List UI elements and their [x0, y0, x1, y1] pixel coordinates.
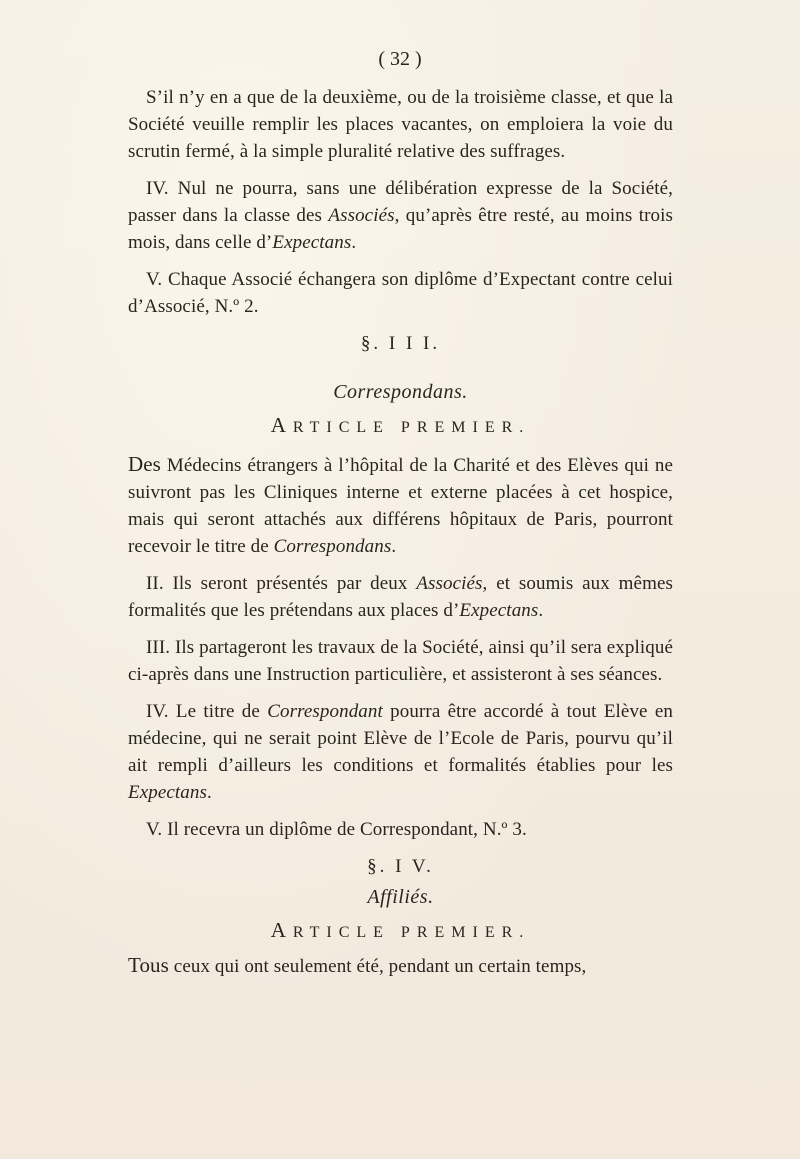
text-span: , et soumis aux mêmes formalités que les prétendans aux places d’	[128, 573, 673, 621]
paragraph-medecins-etrangers	[128, 451, 673, 560]
paragraph-article-ii-presentes	[128, 570, 673, 624]
italic-term: Expectans	[272, 232, 352, 253]
article-premier-heading	[128, 412, 673, 441]
paragraph-article-v-diplome: V. Chaque Associé échangera son diplôme d’Expectant contre celui d’Associé, N.º 2.	[128, 269, 673, 317]
article-initial: A	[270, 413, 293, 437]
paragraph-article-iv-associes	[128, 175, 673, 256]
article-initial: A	[270, 918, 293, 942]
italic-term: Correspondans	[273, 536, 392, 557]
text-span: IV. Le titre de	[146, 701, 268, 722]
text-span: .	[206, 782, 212, 803]
paragraph-article-v-correspondant: V. Il recevra un diplôme de Correspondant, N.º 3.	[146, 819, 527, 840]
italic-term: Expectans	[459, 600, 539, 621]
text-span: Médecins étrangers à l’hôpital de la Charité et des Elèves qui ne suivront pas les Cliniques interne et externe placées à cet hospice, mais qui seront attachés aux différens hôpitaux de Paris, pourront recevoir le titre de	[128, 455, 673, 557]
paragraph-article-iv-correspondant	[128, 698, 673, 806]
paragraph-tous-ceux	[128, 952, 673, 980]
italic-term: Expectans	[128, 782, 207, 803]
italic-term: Associés	[416, 573, 483, 594]
text-block	[128, 84, 673, 990]
lead-word: Tous	[128, 953, 169, 977]
text-span: II. Ils seront présentés par deux	[146, 573, 417, 594]
section-heading-iv: §. I V.	[367, 856, 434, 877]
lead-word: Des	[128, 452, 161, 476]
text-span: , qu’après être resté, au moins trois mois, dans celle d’	[128, 205, 673, 253]
article-label: RTICLE PREMIER.	[292, 419, 531, 436]
text-span: .	[538, 600, 544, 621]
italic-term: Correspondant	[267, 701, 383, 722]
page-number: ( 32 )	[378, 48, 422, 70]
section-title-affilies: Affiliés.	[367, 886, 434, 908]
section-title-correspondans: Correspondans.	[333, 381, 468, 403]
paragraph-scrutin: S’il n’y en a que de la deuxième, ou de la troisième classe, et que la Société veuille remplir les places vacantes, on emploiera la voie du scrutin fermé, à la simple pluralité relative des suffrages.	[128, 87, 673, 162]
article-premier-heading-iv	[128, 917, 673, 946]
section-heading-iii: §. I I I.	[360, 333, 441, 354]
italic-term: Associés	[328, 205, 395, 226]
paragraph-article-iii-travaux: III. Ils partageront les travaux de la Société, ainsi qu’il sera expliqué ci-après dans une Instruction particulière, et assisteront à ses séances.	[128, 637, 673, 685]
article-label: RTICLE PREMIER.	[292, 924, 531, 941]
text-span: pourra être accordé à tout Elève en médecine, qui ne serait point Elève de l’Ecole de Paris, pourvu qu’il ait rempli d’ailleurs les conditions et formalités établies pour les	[128, 701, 673, 776]
text-span: .	[391, 536, 397, 557]
text-span: ceux qui ont seulement été, pendant un certain temps,	[168, 956, 587, 977]
text-span: .	[351, 232, 357, 253]
text-span: IV. Nul ne pourra, sans une délibération expresse de la Société, passer dans la classe des	[128, 178, 673, 226]
